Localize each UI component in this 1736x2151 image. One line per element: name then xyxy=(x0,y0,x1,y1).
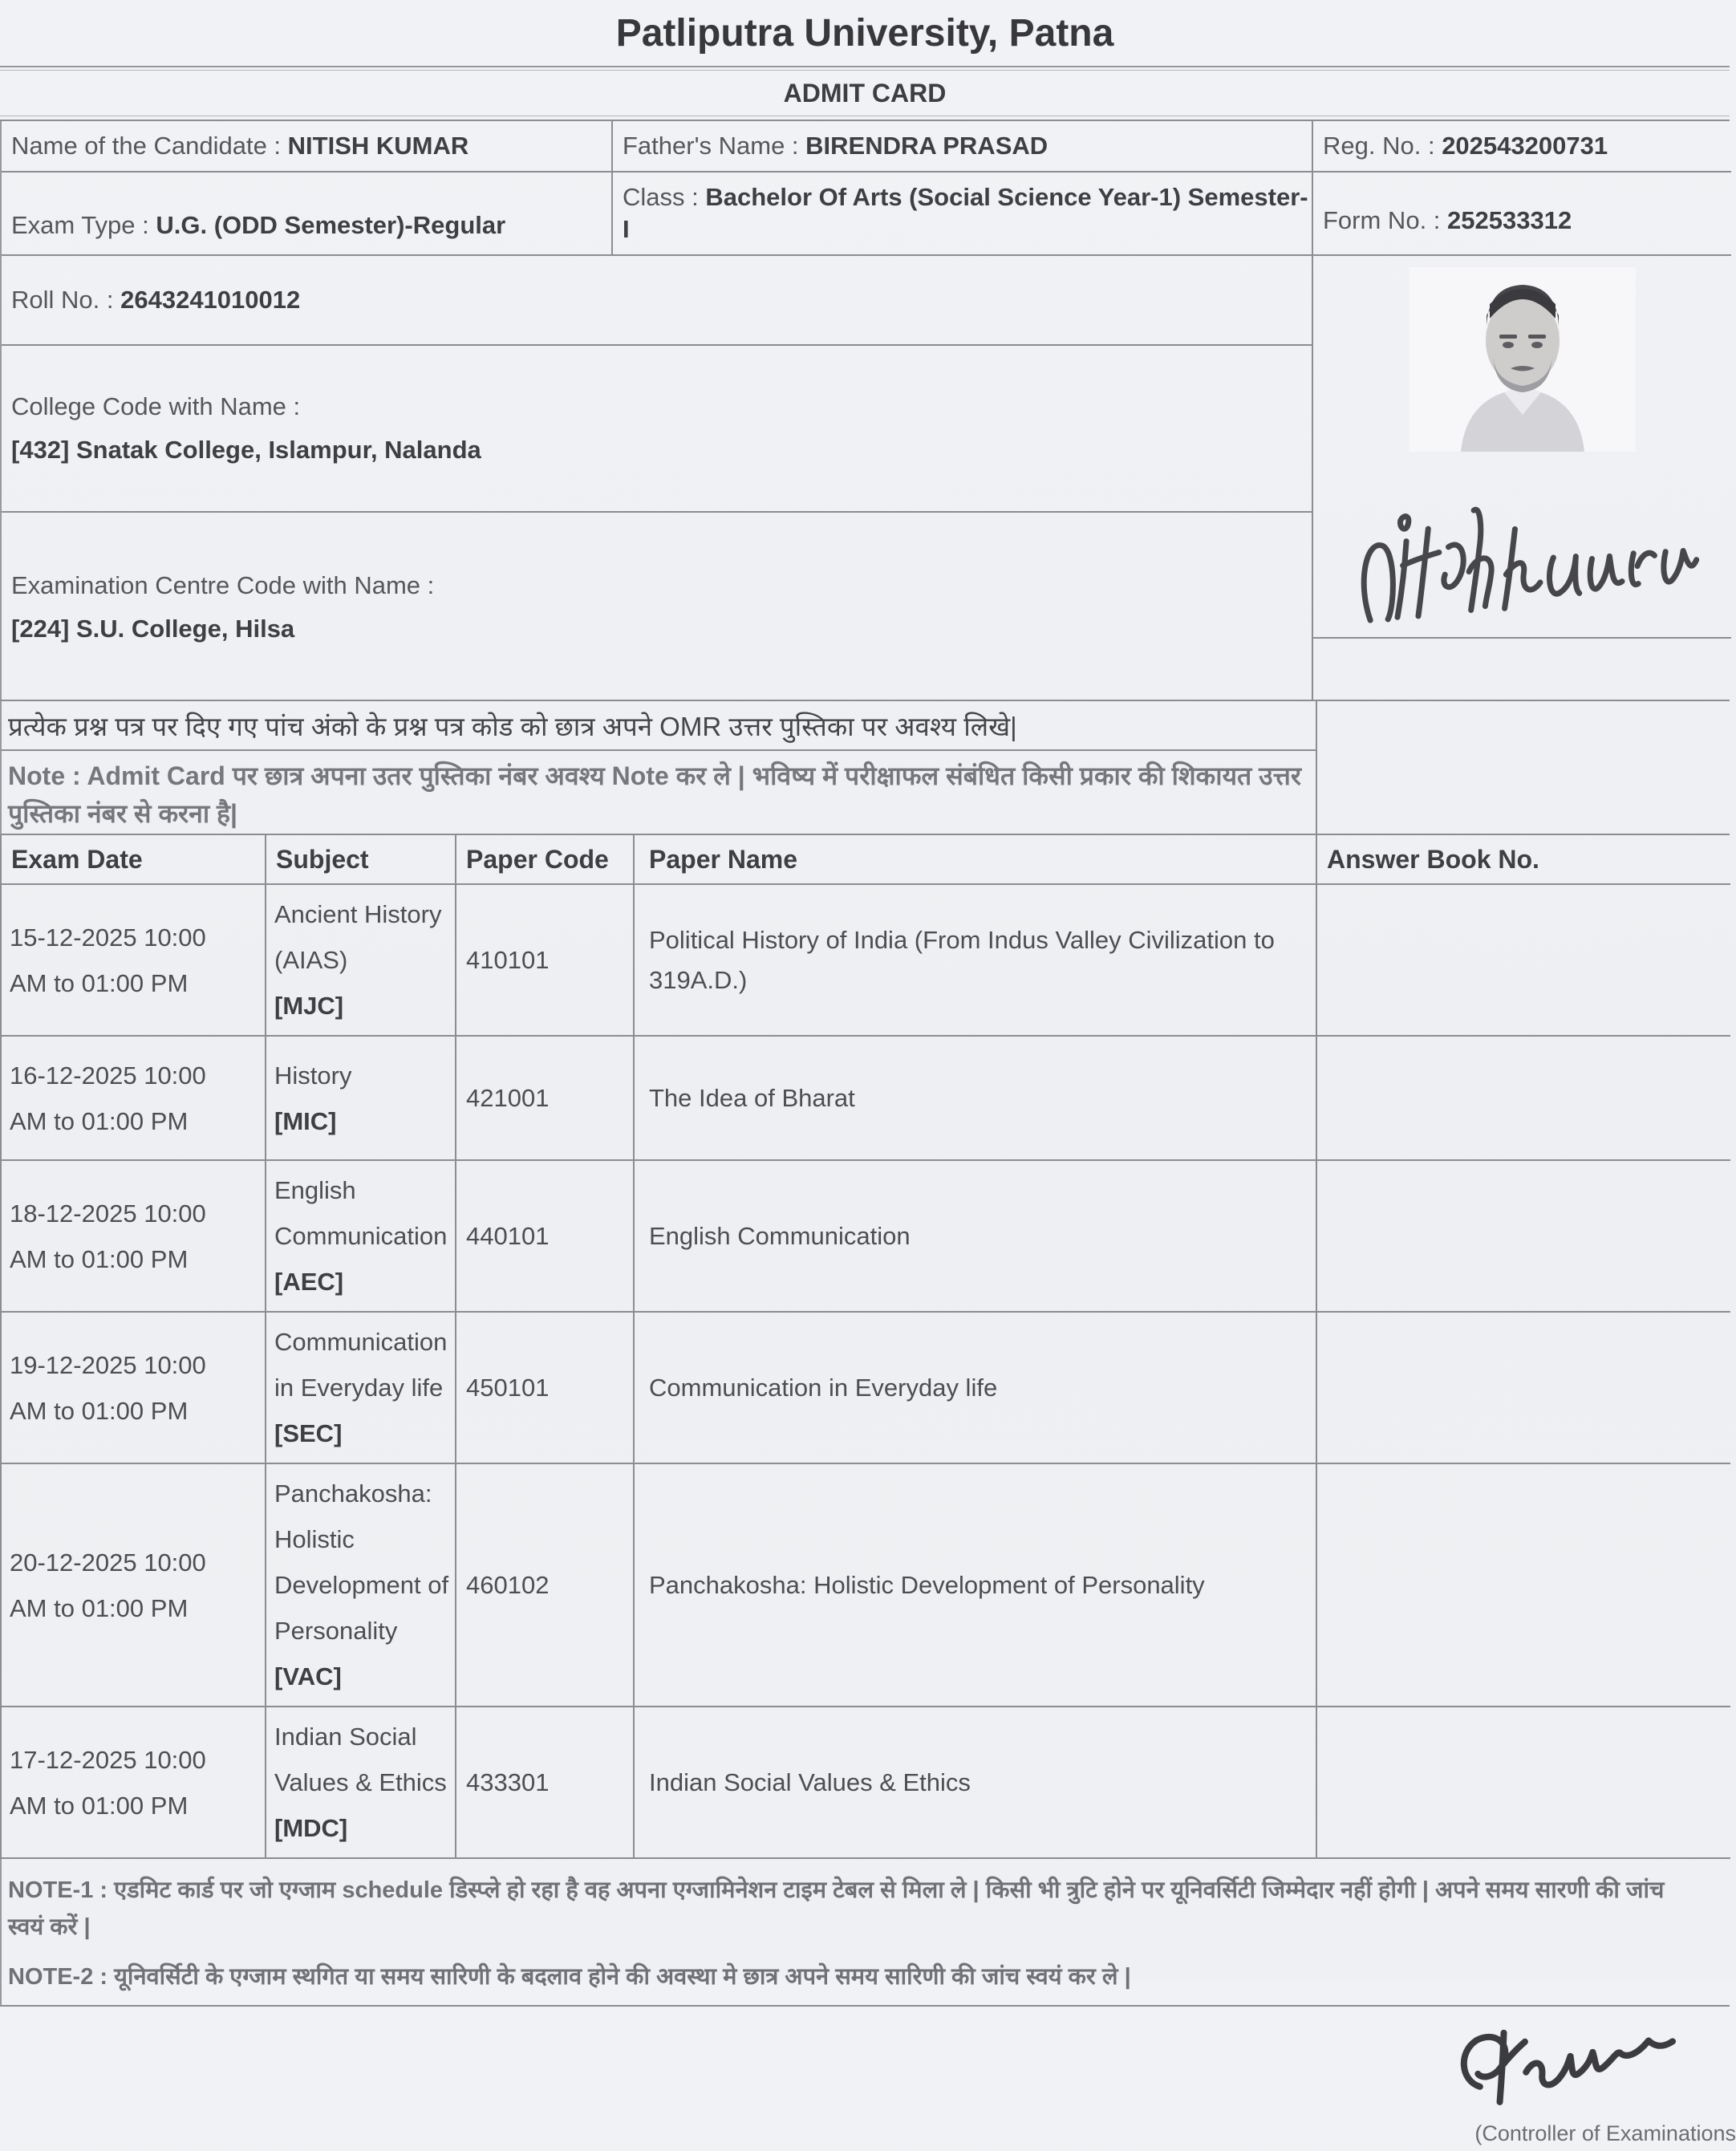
fathers-name-label: Father's Name : xyxy=(623,132,799,160)
answer-book-cell xyxy=(1316,1463,1730,1707)
exam-row xyxy=(1,1707,1730,1858)
roll-no-value: 2643241010012 xyxy=(120,286,301,314)
class-label: Class : xyxy=(623,183,699,211)
exam-date-cell: 15-12-2025 10:00 AM to 01:00 PM xyxy=(1,884,266,1036)
header-exam-date: Exam Date xyxy=(1,835,266,884)
header-paper-code: Paper Code xyxy=(456,835,634,884)
note-1: NOTE-1 : एडमिट कार्ड पर जो एग्जाम schedule डिस्प्ले हो रहा है वह अपना एग्जामिनेशन टाइम टेबल से मिला ले | किसी भी त्रुटि होने पर यूनिवर्सिटी जिम्मेदार नहीं होगी | अपने समय सारणी की जांच स्वयं करें | xyxy=(8,1877,1665,1940)
subject-cell: History [MIC] xyxy=(266,1036,456,1160)
roll-no-cell xyxy=(2,256,1313,346)
fathers-name-value: BIRENDRA PRASAD xyxy=(805,132,1048,160)
exam-schedule-table xyxy=(0,835,1730,1859)
exam-row xyxy=(1,1312,1730,1463)
subject-cell: Indian Social Values & Ethics [MDC] xyxy=(266,1707,456,1858)
controller-signature xyxy=(1442,2021,1691,2111)
admit-bar-divider xyxy=(0,116,1730,121)
footer xyxy=(0,2007,1736,2151)
instruction-section xyxy=(0,701,1730,835)
header-subject: Subject xyxy=(266,835,456,884)
exam-row xyxy=(1,1036,1730,1160)
controller-label: (Controller of Examinations xyxy=(1474,2121,1736,2145)
class-value: Bachelor Of Arts (Social Science Year-1) Semester-I xyxy=(623,183,1308,243)
form-no-value: 252533312 xyxy=(1447,206,1572,234)
exam-centre-label: Examination Centre Code with Name : xyxy=(11,570,435,599)
exam-date-cell: 18-12-2025 10:00 AM to 01:00 PM xyxy=(1,1160,266,1312)
fathers-name-cell xyxy=(613,121,1313,172)
candidate-name-label: Name of the Candidate : xyxy=(11,132,282,160)
candidate-photo xyxy=(1409,267,1636,452)
subject-cell: Panchakosha: Holistic Development of Personality [VAC] xyxy=(266,1463,456,1707)
admit-card-bar xyxy=(0,71,1730,116)
answer-book-cell xyxy=(1316,884,1730,1036)
note-2: NOTE-2 : यूनिवर्सिटी के एग्जाम स्थगित या समय सारिणी के बदलाव होने की अवस्था मे छात्र अपने समय सारिणी की जांच स्वयं कर ले | xyxy=(8,1964,1131,1990)
college-label: College Code with Name : xyxy=(11,392,301,420)
exam-row xyxy=(1,884,1730,1036)
instruction-line xyxy=(2,701,1317,751)
subject-cell: Ancient History (AIAS) [MJC] xyxy=(266,884,456,1036)
header-answer-book-no: Answer Book No. xyxy=(1316,835,1730,884)
paper-code-cell: 450101 xyxy=(456,1312,634,1463)
admit-card-title: ADMIT CARD xyxy=(783,78,947,108)
answer-book-cell xyxy=(1316,1707,1730,1858)
paper-code-cell: 421001 xyxy=(456,1036,634,1160)
form-no-cell xyxy=(1313,172,1731,256)
paper-code-cell: 460102 xyxy=(456,1463,634,1707)
exam-type-value: U.G. (ODD Semester)-Regular xyxy=(156,211,506,239)
reg-no-label: Reg. No. : xyxy=(1323,132,1435,160)
instruction-note-text: Note : Admit Card पर छात्र अपना उतर पुस्तिका नंबर अवश्य Note कर ले | भविष्य में परीक्षाफल संबंधित किसी प्रकार की शिकायत उत्तर पुस्तिका नंबर से करना है| xyxy=(8,761,1301,828)
subject-cell: English Communication [AEC] xyxy=(266,1160,456,1312)
header-paper-name: Paper Name xyxy=(634,835,1316,884)
answer-book-cell xyxy=(1316,1312,1730,1463)
exam-date-cell: 20-12-2025 10:00 AM to 01:00 PM xyxy=(1,1463,266,1707)
header xyxy=(0,0,1730,66)
paper-name-cell: Political History of India (From Indus Valley Civilization to 319A.D.) xyxy=(634,884,1316,1036)
exam-row xyxy=(1,1160,1730,1312)
photo-cell xyxy=(1313,256,1731,639)
exam-date-cell: 19-12-2025 10:00 AM to 01:00 PM xyxy=(1,1312,266,1463)
exam-date-cell: 16-12-2025 10:00 AM to 01:00 PM xyxy=(1,1036,266,1160)
college-cell xyxy=(2,346,1313,513)
subject-cell: Communication in Everyday life [SEC] xyxy=(266,1312,456,1463)
exam-type-label: Exam Type : xyxy=(11,211,149,239)
candidate-name-cell xyxy=(2,121,613,172)
paper-name-cell: Panchakosha: Holistic Development of Personality xyxy=(634,1463,1316,1707)
roll-no-label: Roll No. : xyxy=(11,286,114,314)
exam-centre-value: [224] S.U. College, Hilsa xyxy=(11,614,295,643)
university-title: Patliputra University, Patna xyxy=(615,11,1114,55)
paper-name-cell: Indian Social Values & Ethics xyxy=(634,1707,1316,1858)
paper-code-cell: 440101 xyxy=(456,1160,634,1312)
candidate-name-value: NITISH KUMAR xyxy=(287,132,469,160)
exam-type-cell xyxy=(2,172,613,256)
paper-name-cell: Communication in Everyday life xyxy=(634,1312,1316,1463)
answer-book-cell xyxy=(1316,1036,1730,1160)
paper-name-cell: English Communication xyxy=(634,1160,1316,1312)
paper-code-cell: 433301 xyxy=(456,1707,634,1858)
paper-code-cell: 410101 xyxy=(456,884,634,1036)
exam-row xyxy=(1,1463,1730,1707)
exam-date-cell: 17-12-2025 10:00 AM to 01:00 PM xyxy=(1,1707,266,1858)
class-cell xyxy=(613,172,1313,256)
college-value: [432] Snatak College, Islampur, Nalanda xyxy=(11,436,481,464)
exam-centre-cell xyxy=(2,513,1313,701)
reg-no-cell xyxy=(1313,121,1731,172)
exam-table-header-row xyxy=(1,835,1730,884)
instruction-line-text: प्रत्येक प्रश्न पत्र पर दिए गए पांच अंको के प्रश्न पत्र कोड को छात्र अपने OMR उत्तर पुस्तिका पर अवश्य लिखे| xyxy=(8,711,1017,741)
reg-no-value: 202543200731 xyxy=(1442,132,1608,160)
instruction-note xyxy=(2,751,1317,835)
paper-name-cell: The Idea of Bharat xyxy=(634,1036,1316,1160)
candidate-signature xyxy=(1346,485,1699,620)
bottom-notes xyxy=(0,1859,1730,2007)
form-no-label: Form No. : xyxy=(1323,206,1441,234)
answer-book-cell xyxy=(1316,1160,1730,1312)
candidate-info-section xyxy=(0,121,1730,701)
